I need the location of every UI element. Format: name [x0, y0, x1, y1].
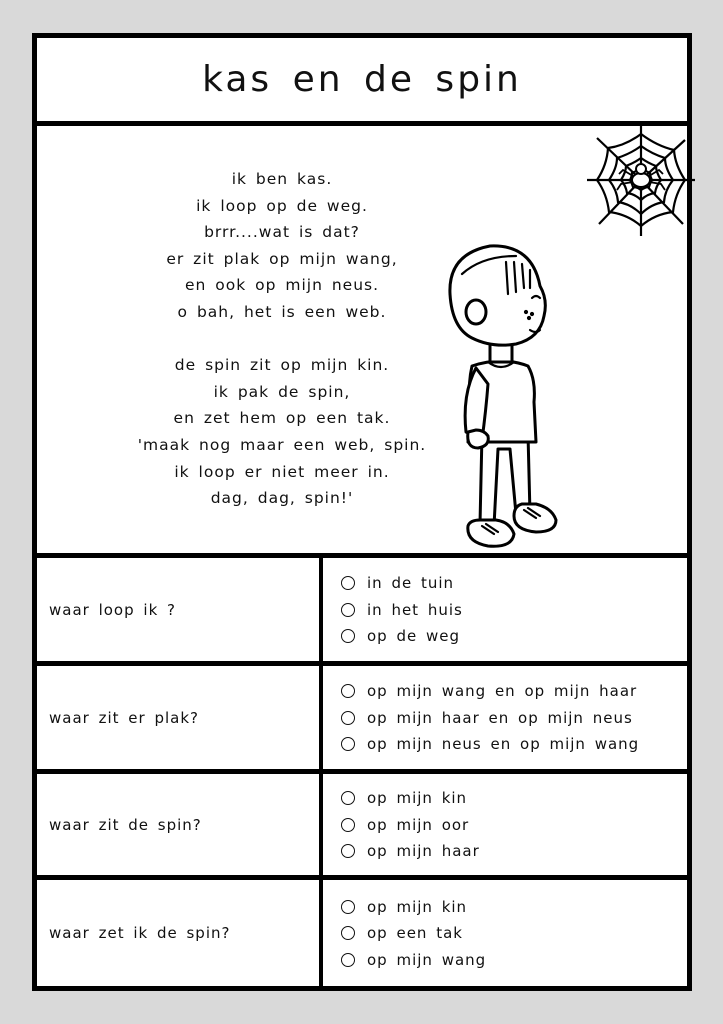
option-label: op mijn haar	[367, 842, 480, 860]
poem-line: ik pak de spin,	[213, 382, 351, 401]
option-label: op mijn oor	[367, 815, 470, 834]
answer-options	[323, 774, 687, 875]
poem-line: brrr....wat is dat?	[204, 223, 360, 242]
poem-line: ik loop op de weg.	[196, 196, 368, 215]
answer-option[interactable]	[341, 623, 687, 650]
option-label: op mijn neus en op mijn wang	[367, 735, 640, 753]
boy-illustration	[432, 234, 572, 554]
question-label: waar zit er plak?	[37, 666, 323, 769]
question-label: waar zit de spin?	[37, 774, 323, 875]
poem-line: o bah, het is een web.	[177, 302, 387, 321]
answer-option[interactable]	[341, 811, 687, 838]
poem-line: en zet hem op een tak.	[173, 409, 391, 428]
poem	[112, 166, 452, 512]
option-label: op een tak	[367, 924, 463, 942]
radio-circle-icon[interactable]	[341, 737, 355, 751]
worksheet	[32, 33, 692, 991]
answer-option[interactable]	[341, 838, 687, 865]
radio-circle-icon[interactable]	[341, 791, 355, 805]
option-label: op mijn wang	[367, 950, 487, 969]
question-row	[37, 666, 687, 774]
answer-option[interactable]	[341, 596, 687, 623]
answer-options	[323, 558, 687, 661]
answer-option[interactable]	[341, 785, 687, 812]
option-label: in de tuin	[367, 574, 455, 592]
answer-option[interactable]	[341, 704, 687, 731]
option-label: op mijn kin	[367, 897, 468, 916]
option-label: in het huis	[367, 600, 463, 619]
radio-circle-icon[interactable]	[341, 603, 355, 617]
answer-option[interactable]	[341, 920, 687, 947]
poem-line: ik loop er niet meer in.	[174, 462, 390, 481]
option-label: op mijn haar en op mijn neus	[367, 708, 633, 727]
story-box	[37, 126, 687, 558]
answer-option[interactable]	[341, 893, 687, 920]
poem-line: en ook op mijn neus.	[184, 276, 380, 295]
answer-option[interactable]	[341, 946, 687, 973]
poem-line: de spin zit op mijn kin.	[174, 356, 390, 375]
radio-circle-icon[interactable]	[341, 953, 355, 967]
answer-option[interactable]	[341, 731, 687, 758]
stanza-gap	[112, 326, 452, 353]
answer-options	[323, 666, 687, 769]
radio-circle-icon[interactable]	[341, 629, 355, 643]
question-label: waar zet ik de spin?	[37, 880, 323, 986]
radio-circle-icon[interactable]	[341, 900, 355, 914]
option-label: op de weg	[367, 627, 461, 645]
radio-circle-icon[interactable]	[341, 844, 355, 858]
radio-circle-icon[interactable]	[341, 684, 355, 698]
question-label: waar loop ik ?	[37, 558, 323, 661]
spider-web-icon	[585, 120, 697, 240]
option-label: op mijn kin	[367, 789, 468, 807]
title-box	[37, 38, 687, 126]
radio-circle-icon[interactable]	[341, 576, 355, 590]
radio-circle-icon[interactable]	[341, 818, 355, 832]
radio-circle-icon[interactable]	[341, 711, 355, 725]
answer-option[interactable]	[341, 570, 687, 597]
question-row	[37, 880, 687, 986]
answer-option[interactable]	[341, 678, 687, 705]
poem-line: 'maak nog maar een web, spin.	[137, 435, 427, 454]
poem-line: dag, dag, spin!'	[210, 489, 354, 508]
radio-circle-icon[interactable]	[341, 926, 355, 940]
answer-options	[323, 880, 687, 986]
page-title: kas en de spin	[202, 59, 522, 100]
option-label: op mijn wang en op mijn haar	[367, 682, 638, 700]
poem-line: ik ben kas.	[231, 170, 333, 188]
question-row	[37, 558, 687, 666]
poem-line: er zit plak op mijn wang,	[166, 249, 398, 268]
question-row	[37, 774, 687, 880]
